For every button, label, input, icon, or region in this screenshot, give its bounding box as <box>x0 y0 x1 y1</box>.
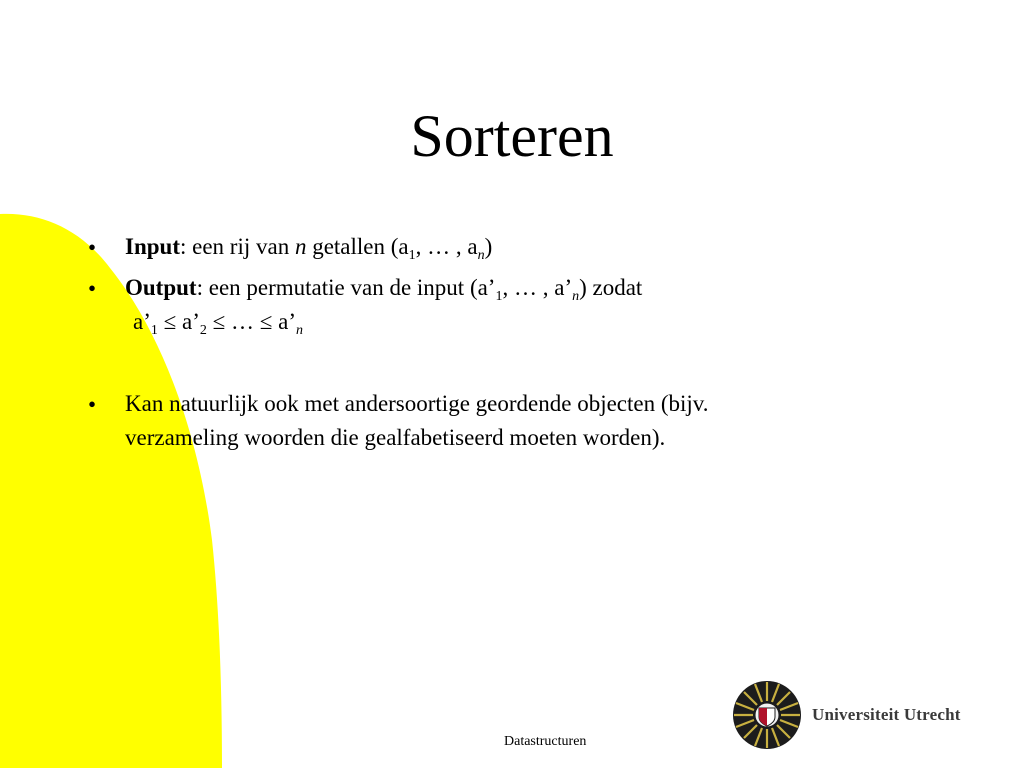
bullet-text: ) zodat <box>579 275 643 300</box>
bullet-text: : een rij van <box>179 234 295 259</box>
bullet-marker: • <box>88 276 97 301</box>
bullet-marker: • <box>88 235 97 260</box>
bullet-text: getallen (a <box>306 234 409 259</box>
subscript: 1 <box>150 323 158 338</box>
bullet-text: ≤ … ≤ a’ <box>206 309 296 334</box>
university-name: Universiteit Utrecht <box>812 705 961 724</box>
output-condition <box>133 305 303 339</box>
bullet-objects-line2: verzameling woorden die gealfabetiseerd moeten worden). <box>125 425 666 450</box>
subscript-n: n <box>477 248 485 263</box>
university-seal-logo <box>732 680 802 750</box>
footer-text: Datastructuren <box>504 734 587 749</box>
bullet-text: ) <box>484 234 493 259</box>
subscript: 1 <box>408 248 416 263</box>
subscript: 1 <box>495 289 503 304</box>
output-label: Output <box>125 275 197 300</box>
bullet-output <box>125 271 642 305</box>
bullet-text: ≤ a’ <box>157 309 200 334</box>
bullet-text: : een permutatie van de input (a’ <box>196 275 496 300</box>
bullet-text: a’ <box>133 309 151 334</box>
bullet-objects-line1: Kan natuurlijk ook met andersoortige geordende objecten (bijv. <box>125 391 709 416</box>
bullet-text: , … , a <box>415 234 478 259</box>
subscript-n: n <box>296 323 303 338</box>
subscript: 2 <box>199 323 207 338</box>
bullet-text: , … , a’ <box>502 275 573 300</box>
slide-title: Sorteren <box>410 103 614 169</box>
input-label: Input <box>125 234 180 259</box>
bullet-marker: • <box>88 392 97 417</box>
variable-n: n <box>294 234 307 259</box>
subscript-n: n <box>572 289 580 304</box>
bullet-input <box>125 230 492 264</box>
